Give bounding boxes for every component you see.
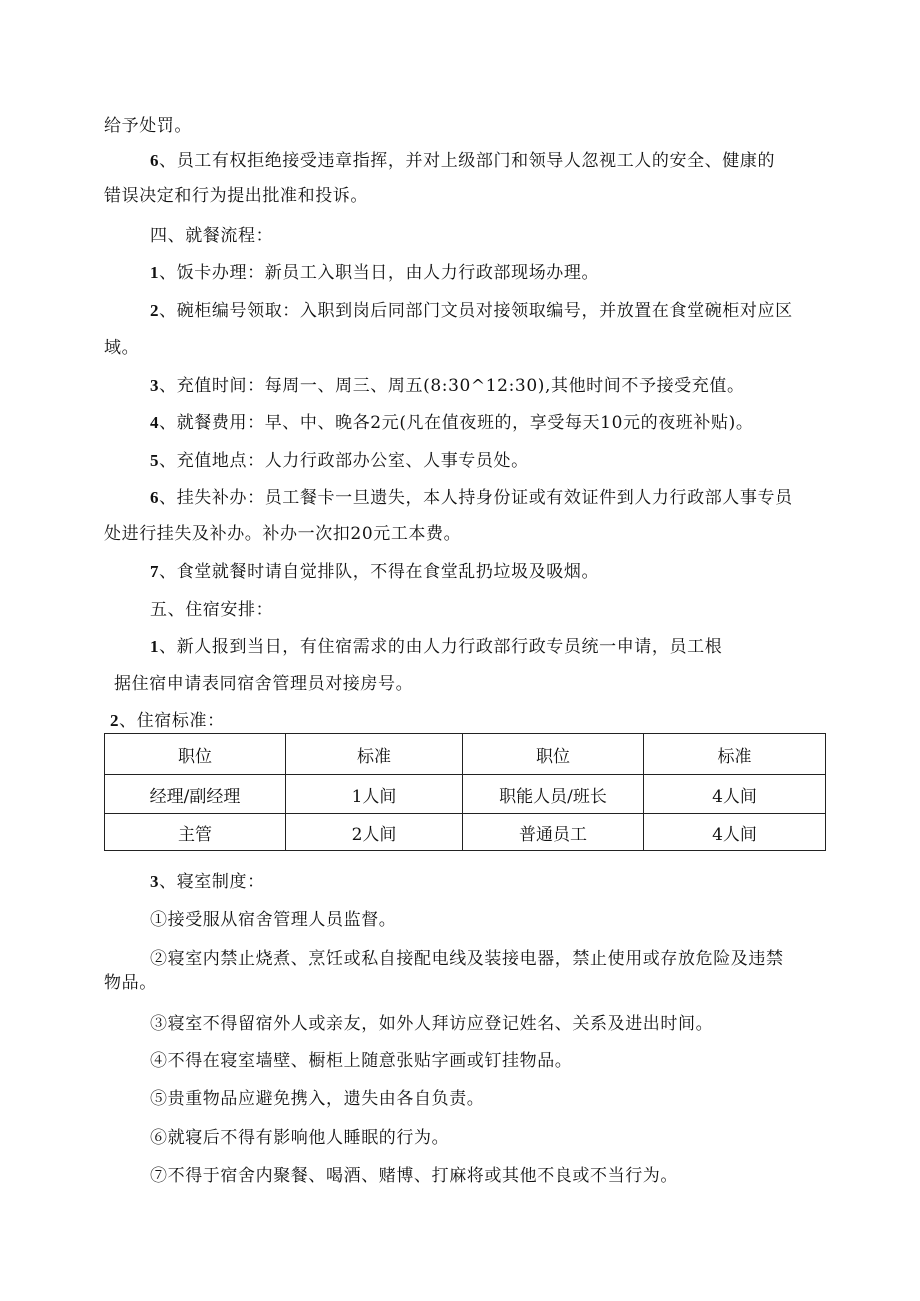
table-cell: 主管 bbox=[105, 814, 286, 851]
paragraph-line: 6、员工有权拒绝接受违章指挥，并对上级部门和领导人忽视工人的安全、健康的 bbox=[150, 151, 776, 171]
table-cell: 普通员工 bbox=[463, 814, 644, 851]
table-header-cell: 职位 bbox=[463, 734, 644, 775]
rule-item: 物品。 bbox=[104, 973, 157, 993]
table-cell: 经理/副经理 bbox=[105, 775, 286, 814]
table-row bbox=[105, 775, 826, 814]
table-cell: 1人间 bbox=[286, 775, 463, 814]
table-cell: 4人间 bbox=[644, 814, 826, 851]
table-cell: 2人间 bbox=[286, 814, 463, 851]
table-cell: 4人间 bbox=[644, 775, 826, 814]
paragraph-line: 域。 bbox=[104, 338, 140, 358]
paragraph-line: 3、寝室制度： bbox=[150, 872, 265, 892]
rule-item: ⑦不得于宿舍内聚餐、喝酒、赌博、打麻将或其他不良或不当行为。 bbox=[150, 1166, 678, 1186]
rule-item: ④不得在寝室墙壁、橱柜上随意张贴字画或钉挂物品。 bbox=[150, 1051, 573, 1071]
paragraph-line: 7、食堂就餐时请自觉排队，不得在食堂乱扔垃圾及吸烟。 bbox=[150, 562, 600, 582]
rule-item: ①接受服从宿舍管理人员监督。 bbox=[150, 910, 397, 930]
paragraph-line: 据住宿申请表同宿舍管理员对接房号。 bbox=[114, 674, 414, 694]
rule-item: ②寝室内禁止烧煮、烹饪或私自接配电线及装接电器，禁止使用或存放危险及违禁 bbox=[150, 949, 784, 969]
paragraph-line: 4、就餐费用：早、中、晚各2元(凡在值夜班的，享受每天10元的夜班补贴)。 bbox=[150, 413, 754, 433]
paragraph-line: 3、充值时间：每周一、周三、周五(8:30^12:30),其他时间不予接受充值。 bbox=[150, 376, 745, 396]
rule-item: ⑤贵重物品应避免携入，遗失由各自负责。 bbox=[150, 1089, 485, 1109]
paragraph-line: 处进行挂失及补办。补办一次扣20元工本费。 bbox=[104, 524, 462, 544]
table-cell: 职能人员/班长 bbox=[463, 775, 644, 814]
table-header-cell: 标准 bbox=[286, 734, 463, 775]
paragraph-line: 6、挂失补办：员工餐卡一旦遗失，本人持身份证或有效证件到人力行政部人事专员 bbox=[150, 488, 793, 508]
section-heading: 五、住宿安排： bbox=[150, 600, 274, 620]
paragraph-line: 5、充值地点：人力行政部办公室、人事专员处。 bbox=[150, 451, 529, 471]
table-header-row bbox=[105, 734, 826, 775]
paragraph-line: 1、饭卡办理：新员工入职当日，由人力行政部现场办理。 bbox=[150, 263, 600, 283]
paragraph-line: 1、新人报到当日，有住宿需求的由人力行政部行政专员统一申请，员工根 bbox=[150, 637, 723, 657]
paragraph-line: 错误决定和行为提出批准和投诉。 bbox=[104, 186, 368, 206]
table-header-cell: 标准 bbox=[644, 734, 826, 775]
rule-item: ③寝室不得留宿外人或亲友，如外人拜访应登记姓名、关系及进出时间。 bbox=[150, 1014, 714, 1034]
rule-item: ⑥就寝后不得有影响他人睡眠的行为。 bbox=[150, 1128, 450, 1148]
table-row bbox=[105, 814, 826, 851]
paragraph-line: 给予处罚。 bbox=[104, 116, 192, 136]
paragraph-line: 2、住宿标准： bbox=[110, 711, 225, 731]
section-heading: 四、就餐流程： bbox=[150, 226, 274, 246]
paragraph-line: 2、碗柜编号领取：入职到岗后同部门文员对接领取编号，并放置在食堂碗柜对应区 bbox=[150, 301, 793, 321]
accommodation-standard-table bbox=[104, 733, 826, 851]
table-header-cell: 职位 bbox=[105, 734, 286, 775]
